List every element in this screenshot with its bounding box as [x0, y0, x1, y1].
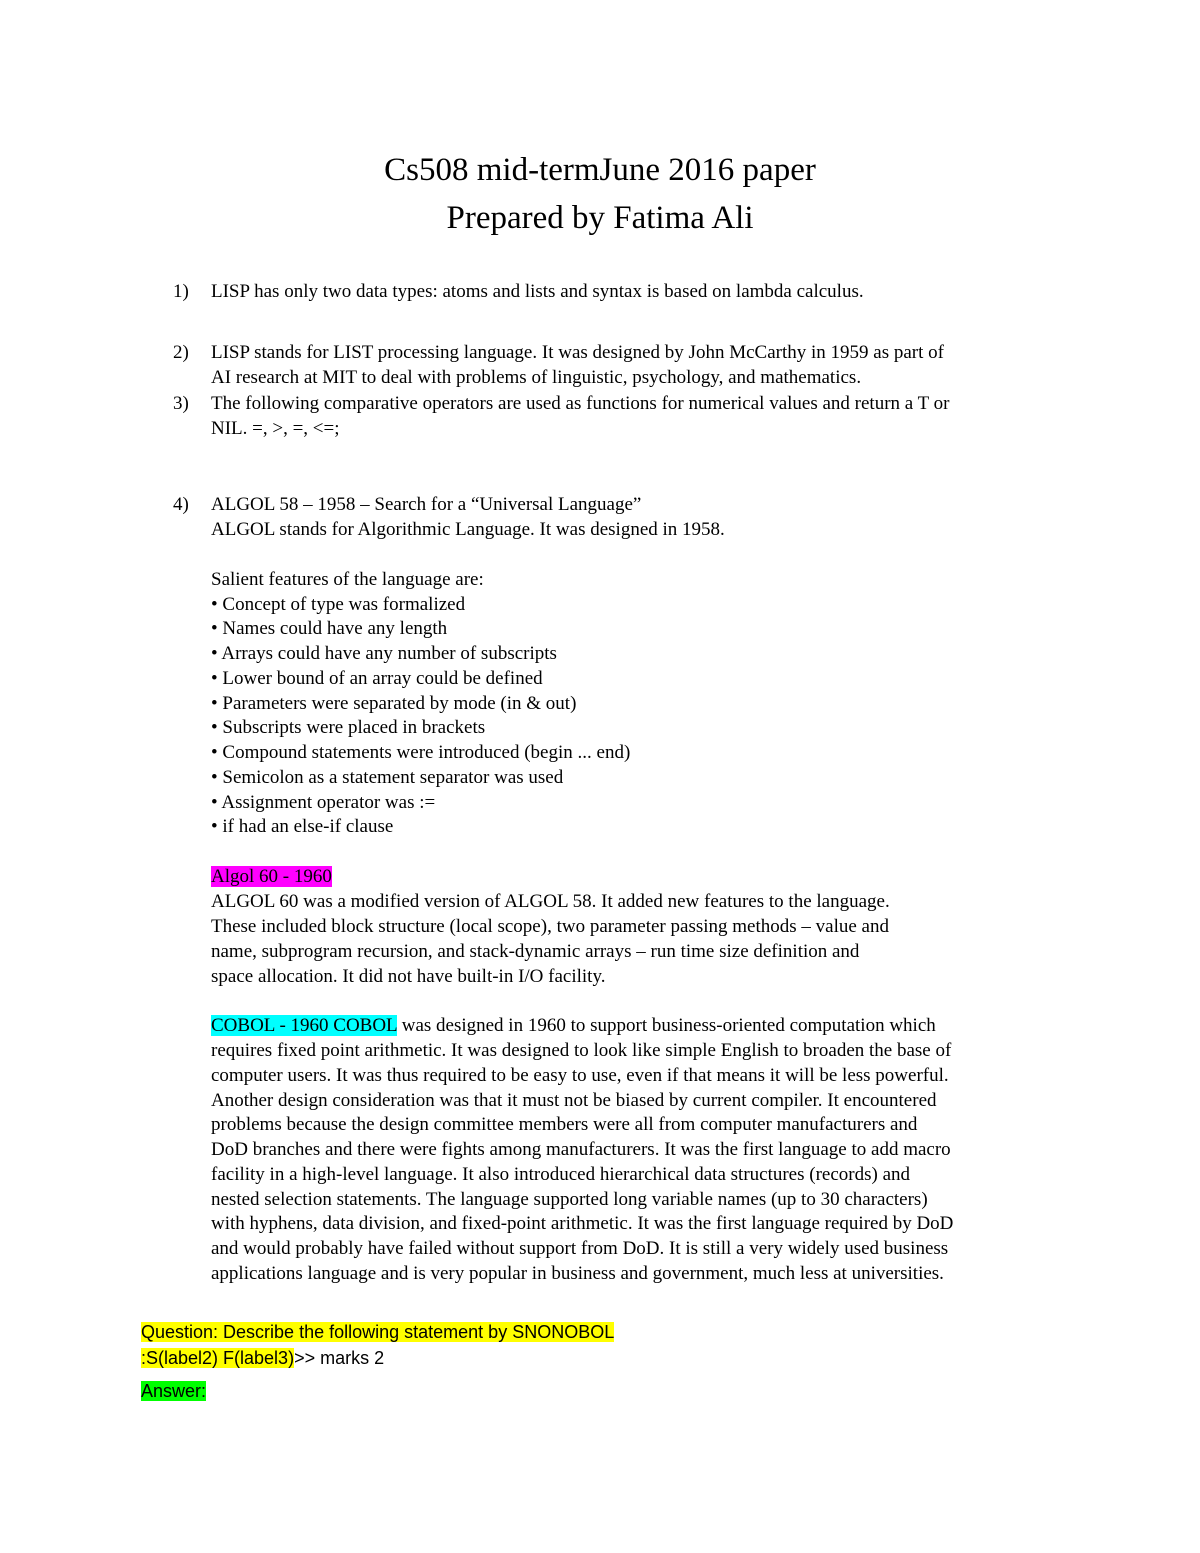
item-1-line-1: LISP has only two data types: atoms and lists and syntax is based on lambda calculus. [211, 281, 864, 302]
feature-item: • Arrays could have any number of subscripts [211, 643, 557, 664]
question-statement-line [141, 1346, 384, 1370]
cobol-line: Another design consideration was that it must not be biased by current compiler. It encountered [211, 1090, 937, 1111]
algol60-line: ALGOL 60 was a modified version of ALGOL 58. It added new features to the language. [211, 891, 890, 912]
algol60-line: space allocation. It did not have built-in I/O facility. [211, 966, 606, 987]
feature-item: • if had an else-if clause [211, 816, 394, 837]
question-statement: :S(label2) F(label3) [141, 1348, 295, 1368]
cobol-line: requires fixed point arithmetic. It was designed to look like simple English to broaden the base of [211, 1040, 952, 1061]
item-3-line-2: NIL. =, >, =, <=; [211, 418, 340, 439]
document-author: Prepared by Fatima Ali [446, 200, 754, 236]
cobol-line: nested selection statements. The language supported long variable names (up to 30 characters) [211, 1189, 928, 1210]
feature-item: • Compound statements were introduced (begin ... end) [211, 742, 631, 763]
answer-label: Answer: [141, 1381, 207, 1401]
feature-item: • Semicolon as a statement separator was used [211, 767, 564, 788]
item-2-line-2: AI research at MIT to deal with problems of linguistic, psychology, and mathematics. [211, 367, 862, 388]
cobol-first-line-rest: was designed in 1960 to support business-oriented computation which [396, 1015, 936, 1036]
feature-item: • Lower bound of an array could be defined [211, 668, 543, 689]
cobol-line: facility in a high-level language. It also introduced hierarchical data structures (records) and [211, 1164, 911, 1185]
algol60-heading: Algol 60 - 1960 [211, 866, 332, 887]
question-text: Question: Describe the following statement by SNONOBOL [141, 1322, 615, 1342]
algol60-line: These included block structure (local scope), two parameter passing methods – value and [211, 916, 889, 937]
feature-item: • Parameters were separated by mode (in & out) [211, 693, 577, 714]
algol58-heading: ALGOL 58 – 1958 – Search for a “Universal Language” [211, 494, 642, 515]
features-heading: Salient features of the language are: [211, 569, 484, 590]
item-number-4: 4) [173, 494, 189, 515]
cobol-line: with hyphens, data division, and fixed-point arithmetic. It was the first language required by DoD [211, 1213, 954, 1234]
document-title: Cs508 mid-termJune 2016 paper [384, 152, 816, 188]
algol60-line: name, subprogram recursion, and stack-dynamic arrays – run time size definition and [211, 941, 860, 962]
item-number-3: 3) [173, 393, 189, 414]
item-3-line-1: The following comparative operators are used as functions for numerical values and return a T or [211, 393, 950, 414]
item-number-2: 2) [173, 342, 189, 363]
item-2-line-1: LISP stands for LIST processing language. It was designed by John McCarthy in 1959 as part of [211, 342, 944, 363]
cobol-line: computer users. It was thus required to be easy to use, even if that means it will be less powerful. [211, 1065, 949, 1086]
item-number-1: 1) [173, 281, 189, 302]
feature-item: • Assignment operator was := [211, 792, 436, 813]
feature-item: • Names could have any length [211, 618, 448, 639]
cobol-first-line [211, 1014, 936, 1038]
feature-item: • Concept of type was formalized [211, 594, 466, 615]
cobol-heading: COBOL - 1960 COBOL [211, 1015, 397, 1036]
algol58-intro: ALGOL stands for Algorithmic Language. It was designed in 1958. [211, 519, 725, 540]
cobol-line: applications language and is very popular in business and government, much less at universities. [211, 1263, 944, 1284]
question-marks: >> marks 2 [294, 1348, 385, 1368]
cobol-line: DoD branches and there were fights among manufacturers. It was the first language to add macro [211, 1139, 951, 1160]
cobol-line: and would probably have failed without support from DoD. It is still a very widely used business [211, 1238, 949, 1259]
feature-item: • Subscripts were placed in brackets [211, 717, 486, 738]
cobol-line: problems because the design committee members were all from computer manufacturers and [211, 1114, 918, 1135]
